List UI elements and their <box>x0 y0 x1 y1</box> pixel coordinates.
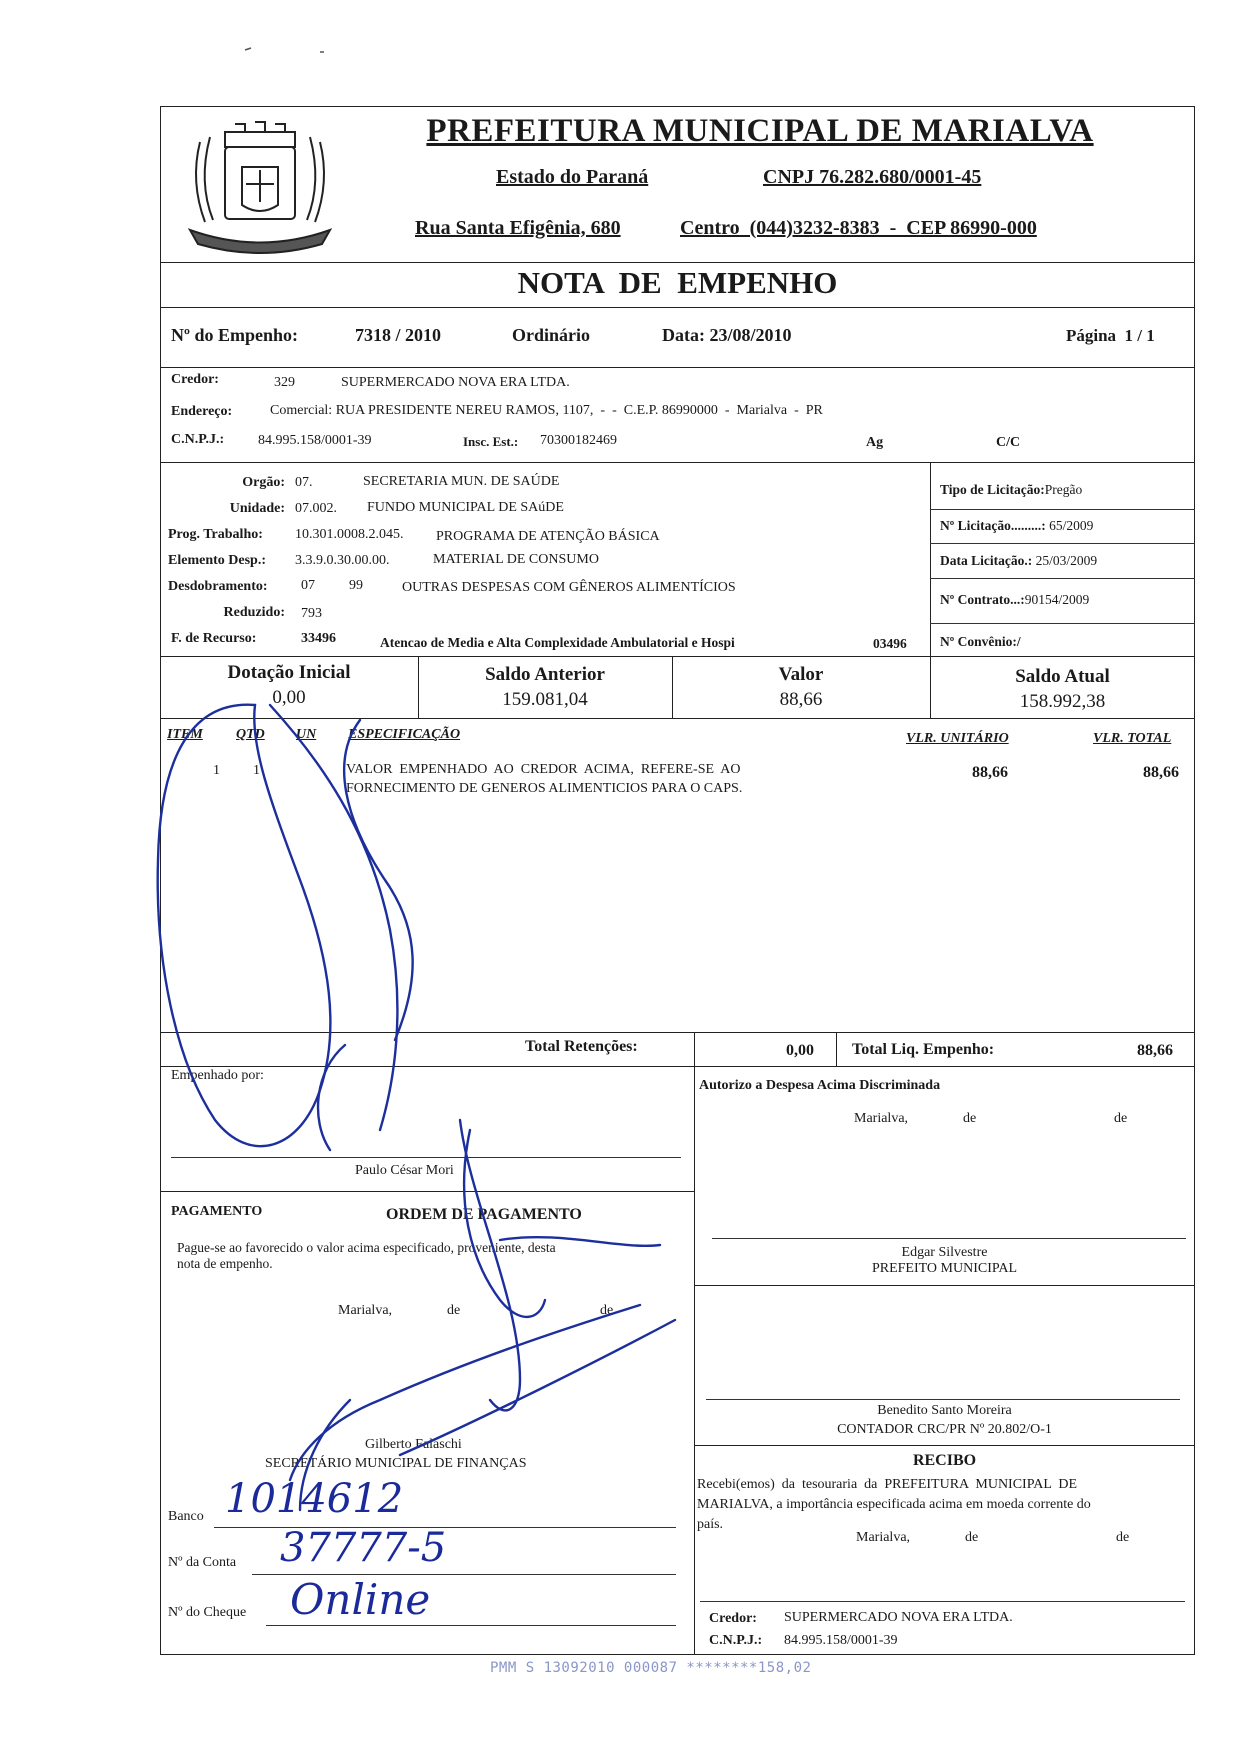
recibo-text-line2: MARIALVA, a importância especificada acima em moeda corrente do <box>697 1497 1091 1512</box>
cc-label: C/C <box>996 435 1021 450</box>
tipo-label: Tipo de Licitação: <box>940 482 1045 497</box>
credor-label: Credor: <box>171 372 219 387</box>
empenho-type: Ordinário <box>512 325 591 345</box>
recibo-text-line1: Recebi(emos) da tesouraria da PREFEITURA MUNICIPAL DE <box>697 1477 1078 1492</box>
autorizo-de2: de <box>1114 1111 1128 1126</box>
secretario-role: SECRETÁRIO MUNICIPAL DE FINANÇAS <box>265 1456 527 1471</box>
pagamento-de2: de <box>600 1303 614 1318</box>
ag-label: Ag <box>866 435 884 450</box>
item-number: 1 <box>213 763 220 778</box>
prog-name: PROGRAMA DE ATENÇÃO BÁSICA <box>436 529 660 544</box>
desd-label: Desdobramento: <box>168 579 268 594</box>
contador-role: CONTADOR CRC/PR Nº 20.802/O-1 <box>837 1422 1052 1437</box>
saldo-anterior-label: Saldo Anterior <box>485 664 605 685</box>
ordem-pagamento-label: ORDEM DE PAGAMENTO <box>386 1206 582 1223</box>
recibo-cnpj-value: 84.995.158/0001-39 <box>784 1633 898 1648</box>
recurso-name: Atencao de Media e Alta Complexidade Ambulatorial e Hospi <box>380 635 735 650</box>
item-qtd: 1 <box>253 763 260 778</box>
header-title: PREFEITURA MUNICIPAL DE MARIALVA <box>426 113 1094 149</box>
pague-text-line1: Pague-se ao favorecido o valor acima especificado, proveniente, desta <box>177 1240 556 1255</box>
pagamento-city: Marialva, <box>338 1303 393 1318</box>
reduzido-label: Reduzido: <box>223 605 285 620</box>
total-liquido-label: Total Liq. Empenho: <box>852 1041 995 1058</box>
doc-title: NOTA DE EMPENHO <box>517 265 838 300</box>
recibo-credor-label: Credor: <box>709 1611 757 1626</box>
insc-label: Insc. Est.: <box>463 434 519 449</box>
recibo-text-line3: país. <box>697 1517 724 1532</box>
saldo-atual-label: Saldo Atual <box>1015 666 1110 687</box>
total-retencoes-value: 0,00 <box>786 1042 814 1059</box>
autorizo-de1: de <box>963 1111 977 1126</box>
unidade-name: FUNDO MUNICIPAL DE SAúDE <box>367 500 564 515</box>
header-cnpj: CNPJ 76.282.680/0001-45 <box>763 166 982 188</box>
valor-value: 88,66 <box>779 689 823 710</box>
data-label: Data Licitação.: <box>940 553 1033 568</box>
cheque-label: Nº do Cheque <box>168 1605 247 1620</box>
desd-a: 07 <box>301 578 315 593</box>
num-value: 65/2009 <box>1049 518 1094 533</box>
unidade-code: 07.002. <box>295 501 337 516</box>
address-label: Endereço: <box>171 404 233 419</box>
page-number: Página 1 / 1 <box>1066 326 1155 345</box>
recibo-cnpj-label: C.N.P.J.: <box>709 1633 763 1648</box>
dotacao-value: 0,00 <box>272 687 306 708</box>
col-total: VLR. TOTAL <box>1093 731 1172 746</box>
tipo-value: Pregão <box>1044 482 1083 497</box>
banco-label: Banco <box>168 1509 204 1524</box>
mechanical-stamp: PMM S 13092010 000087 ********158,02 <box>490 1660 812 1676</box>
orgao-label: Orgão: <box>242 475 285 490</box>
recibo-de1: de <box>965 1530 979 1545</box>
empenho-date: Data: 23/08/2010 <box>662 325 792 345</box>
credor-address: Comercial: RUA PRESIDENTE NEREU RAMOS, 1107, - - C.E.P. 86990000 - Marialva - PR <box>270 403 823 418</box>
num-label: Nº Licitação.........: <box>940 518 1046 533</box>
total-retencoes-label: Total Retenções: <box>525 1038 638 1055</box>
pague-text-line2: nota de empenho. <box>177 1256 273 1271</box>
recibo-city: Marialva, <box>856 1530 911 1545</box>
recibo-credor-name: SUPERMERCADO NOVA ERA LTDA. <box>784 1610 1013 1625</box>
recurso-code2: 03496 <box>873 636 907 651</box>
saldo-anterior-value: 159.081,04 <box>502 689 588 710</box>
prog-code: 10.301.0008.2.045. <box>295 527 404 542</box>
header-state: Estado do Paraná <box>496 166 649 188</box>
col-unitario: VLR. UNITÁRIO <box>906 731 1009 746</box>
empenhado-name: Paulo César Mori <box>355 1163 454 1178</box>
credor-name: SUPERMERCADO NOVA ERA LTDA. <box>341 375 570 390</box>
empenho-number: 7318 / 2010 <box>355 325 442 345</box>
desd-name: OUTRAS DESPESAS COM GÊNEROS ALIMENTÍCIOS <box>402 580 736 595</box>
col-item: ITEM <box>167 727 203 742</box>
desd-b: 99 <box>349 578 363 593</box>
orgao-code: 07. <box>295 475 313 490</box>
valor-label: Valor <box>778 664 824 685</box>
banco-handwritten: 1014612 <box>225 1476 404 1522</box>
prefeito-role: PREFEITO MUNICIPAL <box>871 1261 1018 1276</box>
autorizo-label: Autorizo a Despesa Acima Discriminada <box>699 1078 941 1093</box>
contrato-label: Nº Contrato...: <box>940 592 1025 607</box>
conta-label: Nº da Conta <box>168 1555 237 1570</box>
credor-code: 329 <box>274 375 295 390</box>
item-unit-value: 88,66 <box>972 764 1008 781</box>
item-description-line1: VALOR EMPENHADO AO CREDOR ACIMA, REFERE-SE AO <box>346 762 741 777</box>
orgao-name: SECRETARIA MUN. DE SAÚDE <box>363 474 560 489</box>
credor-insc: 70300182469 <box>540 433 617 448</box>
secretario-name: Gilberto Falaschi <box>365 1437 462 1452</box>
recibo-de2: de <box>1116 1530 1130 1545</box>
item-description-line2: FORNECIMENTO DE GENEROS ALIMENTICIOS PARA O CAPS. <box>346 781 743 796</box>
reduzido-value: 793 <box>301 606 322 621</box>
header-address: Rua Santa Efigênia, 680 <box>415 217 621 239</box>
saldo-atual-value: 158.992,38 <box>1019 691 1106 712</box>
col-especificacao: ESPECIFICAÇÃO <box>348 727 461 742</box>
pagamento-label: PAGAMENTO <box>171 1204 263 1219</box>
unidade-label: Unidade: <box>229 501 285 516</box>
recurso-code: 33496 <box>301 631 336 646</box>
elem-label: Elemento Desp.: <box>168 553 266 568</box>
prefeito-name: Edgar Silvestre <box>901 1245 988 1260</box>
elem-name: MATERIAL DE CONSUMO <box>433 552 599 567</box>
data-value: 25/03/2009 <box>1035 553 1098 568</box>
recurso-label: F. de Recurso: <box>171 631 257 646</box>
recibo-label: RECIBO <box>912 1452 977 1469</box>
prog-label: Prog. Trabalho: <box>168 527 263 542</box>
pagamento-de1: de <box>447 1303 461 1318</box>
num-convenio: Nº Convênio:/ <box>940 634 1021 649</box>
dotacao-label: Dotação Inicial <box>227 662 351 683</box>
header-contact: Centro (044)3232-8383 - CEP 86990-000 <box>680 217 1037 239</box>
empenhado-label: Empenhado por: <box>171 1068 264 1083</box>
conta-handwritten: 37777-5 <box>280 1525 447 1571</box>
contrato-value: 90154/2009 <box>1024 592 1090 607</box>
col-qtd: QTD <box>236 727 265 742</box>
item-total-value: 88,66 <box>1143 764 1179 781</box>
elem-code: 3.3.9.0.30.00.00. <box>295 553 390 568</box>
empenho-label: Nº do Empenho: <box>171 325 298 345</box>
col-un: UN <box>296 727 317 742</box>
autorizo-city: Marialva, <box>854 1111 909 1126</box>
credor-cnpj: 84.995.158/0001-39 <box>258 433 372 448</box>
total-liquido-value: 88,66 <box>1137 1042 1173 1059</box>
cnpj-label: C.N.P.J.: <box>171 432 225 447</box>
cheque-handwritten: Online <box>290 1575 431 1624</box>
contador-name: Benedito Santo Moreira <box>877 1403 1012 1418</box>
